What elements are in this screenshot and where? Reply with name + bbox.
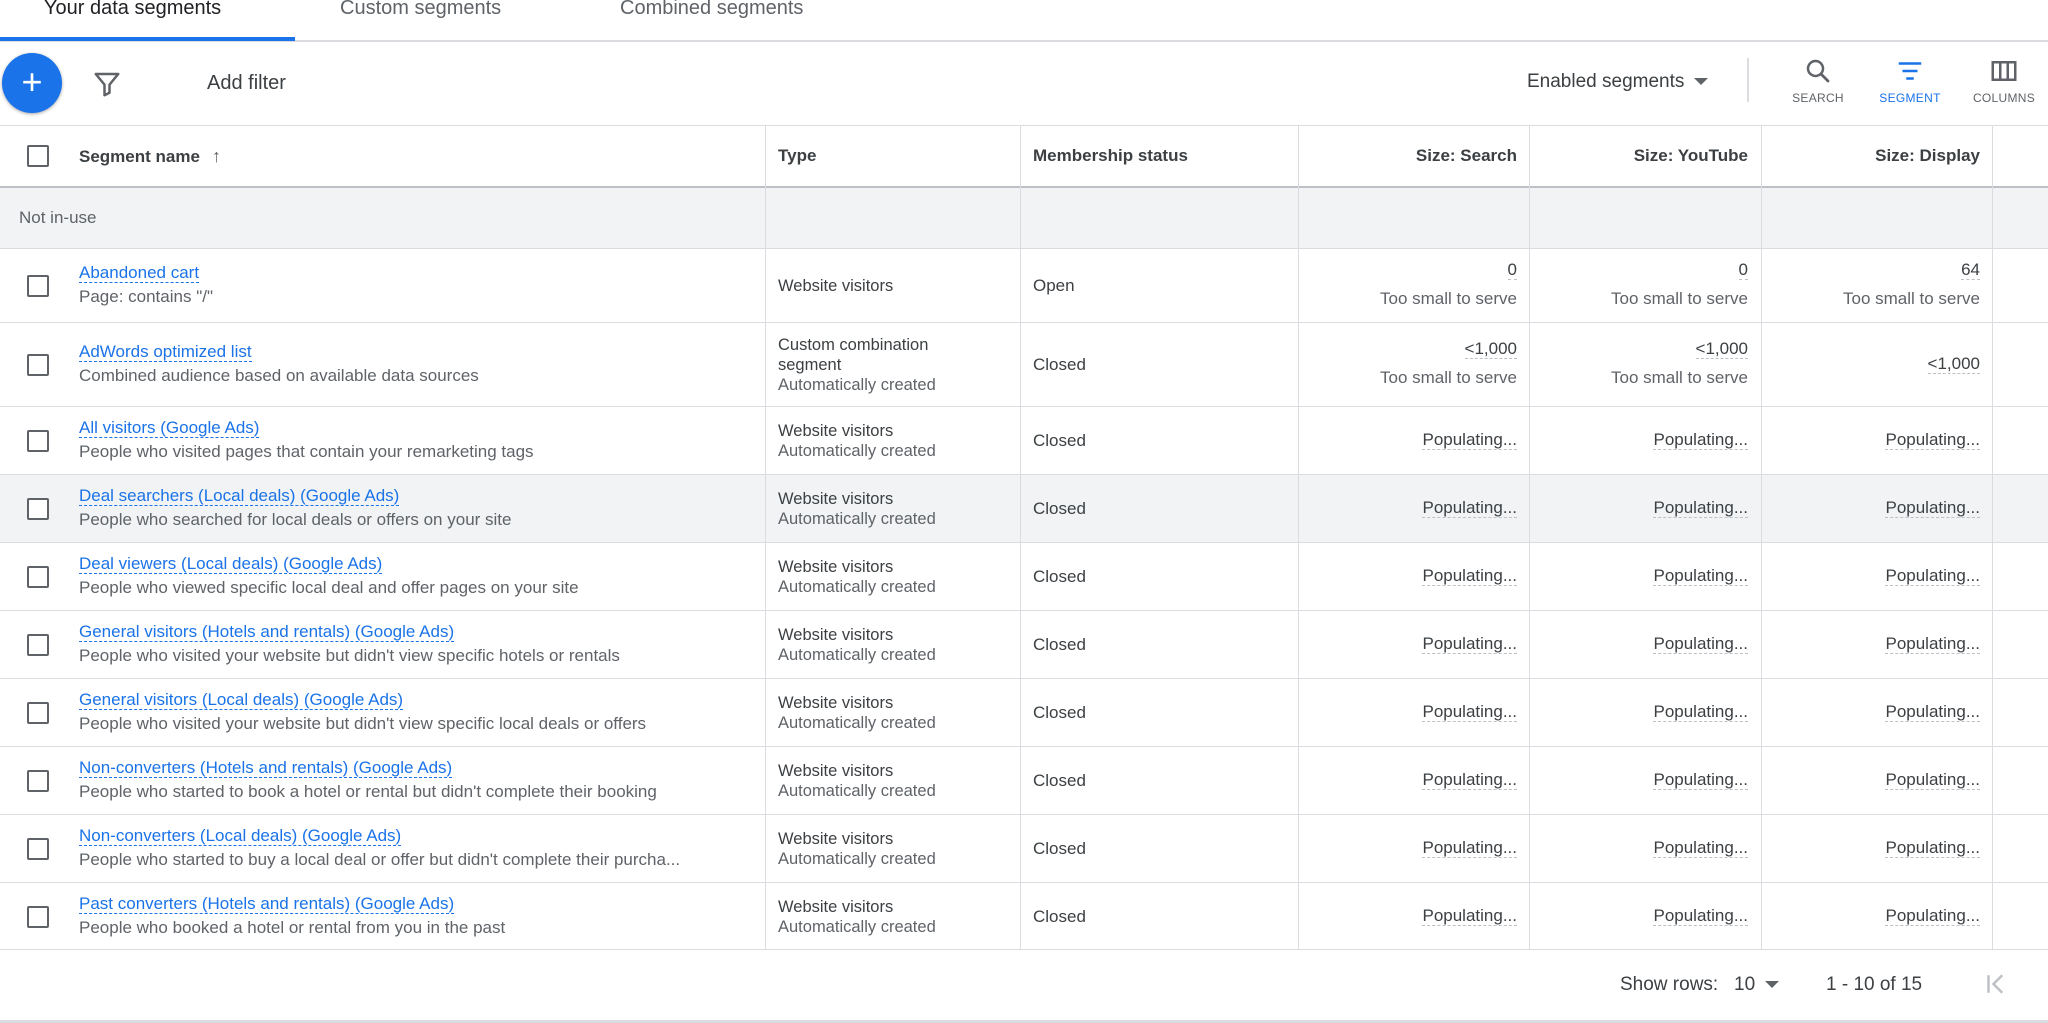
segment-type-cell bbox=[778, 557, 936, 597]
segment-name-link[interactable]: Past converters (Hotels and rentals) (Google Ads) bbox=[79, 893, 455, 913]
size-youtube-cell bbox=[1530, 498, 1748, 518]
size-youtube-cell bbox=[1530, 566, 1748, 586]
filter-icon[interactable] bbox=[92, 69, 122, 99]
toolbar bbox=[0, 42, 2048, 126]
tab-your-data-segments[interactable]: Your data segments bbox=[44, 0, 222, 19]
membership-status: Closed bbox=[1033, 499, 1086, 518]
size-youtube-cell bbox=[1530, 260, 1748, 309]
membership-status: Closed bbox=[1033, 567, 1086, 586]
segment-tabs bbox=[0, 0, 2048, 42]
size-search-value[interactable]: 0 bbox=[1507, 260, 1517, 279]
size-youtube-value[interactable]: Populating... bbox=[1653, 702, 1748, 721]
column-divider bbox=[1761, 126, 1762, 950]
membership-status: Closed bbox=[1033, 635, 1086, 654]
select-all-checkbox[interactable] bbox=[27, 145, 49, 167]
segment-description: People who searched for local deals or offers on your site bbox=[79, 510, 512, 529]
sort-ascending-icon: ↑ bbox=[211, 146, 221, 166]
size-youtube-cell bbox=[1530, 702, 1748, 722]
add-filter-button[interactable]: Add filter bbox=[207, 72, 286, 94]
size-search-value[interactable]: Populating... bbox=[1422, 702, 1517, 721]
table-row[interactable] bbox=[0, 407, 2048, 475]
size-search-cell bbox=[1300, 838, 1517, 858]
table-row[interactable] bbox=[0, 747, 2048, 815]
size-youtube-value[interactable]: Populating... bbox=[1653, 770, 1748, 789]
columns-button[interactable] bbox=[1964, 56, 2044, 116]
table-row[interactable] bbox=[0, 679, 2048, 747]
size-search-value[interactable]: Populating... bbox=[1422, 770, 1517, 789]
segment-button[interactable] bbox=[1870, 56, 1950, 116]
segment-type-cell bbox=[778, 693, 936, 733]
row-checkbox[interactable] bbox=[27, 770, 49, 792]
enabled-segments-dropdown[interactable] bbox=[1527, 71, 1708, 93]
membership-status: Closed bbox=[1033, 839, 1086, 858]
size-display-value[interactable]: Populating... bbox=[1885, 498, 1980, 517]
segment-type: Website visitors bbox=[778, 830, 894, 848]
rows-per-page-value: 10 bbox=[1734, 974, 1756, 995]
row-checkbox[interactable] bbox=[27, 498, 49, 520]
membership-status: Closed bbox=[1033, 906, 1086, 926]
row-checkbox[interactable] bbox=[27, 634, 49, 656]
size-display-cell bbox=[1762, 260, 1980, 309]
column-header-label: Segment name bbox=[79, 147, 200, 166]
segment-type: Website visitors bbox=[778, 277, 894, 295]
table-row[interactable] bbox=[0, 815, 2048, 883]
segment-type-sub: Automatically created bbox=[778, 917, 936, 936]
size-youtube-cell bbox=[1530, 430, 1748, 450]
segment-type-cell bbox=[778, 276, 893, 296]
size-display-cell bbox=[1762, 702, 1980, 722]
size-youtube-value[interactable]: Populating... bbox=[1653, 566, 1748, 585]
size-youtube-value[interactable]: <1,000 bbox=[1695, 339, 1748, 358]
membership-status: Closed bbox=[1033, 771, 1086, 790]
segment-type: Website visitors bbox=[778, 762, 894, 780]
pagination-range: 1 - 10 of 15 bbox=[1826, 974, 1923, 995]
segment-description: People who visited your website but didn't view specific local deals or offers bbox=[79, 714, 647, 733]
segment-description: Page: contains "/" bbox=[79, 287, 213, 306]
create-segment-button[interactable] bbox=[2, 53, 62, 113]
size-youtube-cell bbox=[1530, 634, 1748, 654]
segment-type-cell bbox=[778, 421, 936, 461]
table-header bbox=[0, 126, 2048, 188]
size-search-value[interactable]: Populating... bbox=[1422, 905, 1517, 925]
membership-status: Open bbox=[1033, 276, 1075, 295]
size-search-cell bbox=[1300, 702, 1517, 722]
segment-type-sub: Automatically created bbox=[778, 510, 936, 528]
segment-type: Custom combination segment bbox=[778, 336, 929, 374]
size-search-note: Too small to serve bbox=[1380, 368, 1517, 387]
enabled-segments-label: Enabled segments bbox=[1527, 71, 1685, 92]
segment-name-link[interactable]: General visitors (Local deals) (Google Ads) bbox=[79, 690, 404, 709]
active-tab-indicator bbox=[0, 37, 295, 41]
size-search-value[interactable]: Populating... bbox=[1422, 566, 1517, 585]
segment-description: Combined audience based on available data sources bbox=[79, 366, 479, 385]
row-checkbox[interactable] bbox=[27, 702, 49, 724]
column-header-membership-status[interactable]: Membership status bbox=[1033, 146, 1188, 165]
size-search-value[interactable]: Populating... bbox=[1422, 430, 1517, 449]
rows-per-page-dropdown[interactable] bbox=[1734, 974, 1779, 996]
size-display-cell bbox=[1762, 566, 1980, 586]
size-youtube-value[interactable]: Populating... bbox=[1653, 498, 1748, 517]
table-row[interactable] bbox=[0, 611, 2048, 679]
segment-name-link[interactable]: Deal viewers (Local deals) (Google Ads) bbox=[79, 554, 383, 573]
size-display-value[interactable]: Populating... bbox=[1885, 770, 1980, 789]
segment-type-cell bbox=[778, 625, 936, 665]
segment-name-link[interactable]: All visitors (Google Ads) bbox=[79, 418, 260, 437]
column-divider bbox=[765, 126, 766, 950]
segment-type: Website visitors bbox=[778, 897, 894, 916]
size-display-cell bbox=[1762, 430, 1980, 450]
segment-type-sub: Automatically created bbox=[778, 442, 936, 460]
size-youtube-value[interactable]: 0 bbox=[1738, 260, 1748, 279]
segment-type-cell bbox=[778, 761, 936, 801]
row-checkbox[interactable] bbox=[27, 566, 49, 588]
size-search-value[interactable]: <1,000 bbox=[1464, 339, 1517, 358]
group-row-not-in-use bbox=[0, 188, 2048, 249]
segment-type-cell bbox=[778, 335, 958, 395]
group-label: Not in-use bbox=[19, 208, 97, 227]
size-search-value[interactable]: Populating... bbox=[1422, 838, 1517, 857]
segment-type-cell bbox=[778, 489, 936, 529]
plus-icon: + bbox=[21, 61, 43, 102]
columns-icon bbox=[1989, 56, 2019, 86]
size-search-value[interactable]: Populating... bbox=[1422, 634, 1517, 653]
segment-type: Website visitors bbox=[778, 558, 894, 576]
search-icon bbox=[1803, 56, 1833, 86]
size-display-note: Too small to serve bbox=[1843, 289, 1980, 308]
size-search-note: Too small to serve bbox=[1380, 289, 1517, 308]
column-divider bbox=[1992, 126, 1993, 950]
size-display-cell bbox=[1762, 354, 1980, 374]
size-youtube-note: Too small to serve bbox=[1611, 289, 1748, 308]
size-youtube-note: Too small to serve bbox=[1611, 368, 1748, 387]
row-checkbox[interactable] bbox=[27, 906, 49, 928]
segment-type-sub: Automatically created bbox=[778, 782, 936, 800]
table-row[interactable] bbox=[0, 249, 2048, 323]
dropdown-caret-icon bbox=[1765, 981, 1779, 988]
size-youtube-value[interactable]: Populating... bbox=[1653, 634, 1748, 653]
table-row[interactable] bbox=[0, 475, 2048, 543]
segment-type-sub: Automatically created bbox=[778, 646, 936, 664]
membership-status: Closed bbox=[1033, 703, 1086, 722]
segment-button-label: SEGMENT bbox=[1879, 91, 1941, 105]
segment-type-cell bbox=[778, 897, 936, 937]
membership-status: Closed bbox=[1033, 355, 1086, 374]
size-youtube-value[interactable]: Populating... bbox=[1653, 905, 1748, 925]
row-checkbox[interactable] bbox=[27, 838, 49, 860]
tab-combined-segments[interactable]: Combined segments bbox=[620, 0, 804, 19]
size-display-value[interactable]: Populating... bbox=[1885, 702, 1980, 721]
segment-type-cell bbox=[778, 829, 936, 869]
column-header-type[interactable]: Type bbox=[778, 146, 817, 165]
column-header-size-youtube[interactable]: Size: YouTube bbox=[1633, 146, 1748, 165]
size-display-value[interactable]: Populating... bbox=[1885, 430, 1980, 449]
size-display-cell bbox=[1762, 770, 1980, 790]
size-search-cell bbox=[1300, 566, 1517, 586]
size-youtube-value[interactable]: Populating... bbox=[1653, 838, 1748, 857]
column-header-size-search[interactable]: Size: Search bbox=[1415, 146, 1517, 165]
row-checkbox[interactable] bbox=[27, 430, 49, 452]
size-display-cell bbox=[1762, 498, 1980, 518]
size-search-cell bbox=[1300, 339, 1517, 388]
table-row[interactable] bbox=[0, 543, 2048, 611]
size-display-cell bbox=[1762, 906, 1980, 926]
pagination-footer bbox=[0, 949, 2048, 1023]
size-display-value[interactable]: Populating... bbox=[1885, 634, 1980, 653]
segment-description: People who booked a hotel or rental from you in the past bbox=[79, 917, 506, 937]
size-youtube-cell bbox=[1530, 906, 1748, 926]
segment-description: People who visited pages that contain your remarketing tags bbox=[79, 442, 534, 461]
segment-type: Website visitors bbox=[778, 626, 894, 644]
segment-name-link[interactable]: Deal searchers (Local deals) (Google Ads) bbox=[79, 486, 400, 505]
size-search-cell bbox=[1300, 906, 1517, 926]
size-display-value[interactable]: Populating... bbox=[1885, 905, 1980, 925]
size-search-cell bbox=[1300, 430, 1517, 450]
tab-custom-segments[interactable]: Custom segments bbox=[340, 0, 502, 19]
segment-description: People who started to book a hotel or rental but didn't complete their booking bbox=[79, 782, 657, 801]
size-display-value[interactable]: 64 bbox=[1961, 260, 1980, 279]
segment-type-sub: Automatically created bbox=[778, 376, 936, 394]
segment-type: Website visitors bbox=[778, 694, 894, 712]
table-row[interactable] bbox=[0, 883, 2048, 950]
segment-description: People who viewed specific local deal and offer pages on your site bbox=[79, 578, 579, 597]
show-rows-label: Show rows: bbox=[1620, 974, 1719, 995]
size-display-value[interactable]: Populating... bbox=[1885, 838, 1980, 857]
size-search-cell bbox=[1300, 498, 1517, 518]
column-header-size-display[interactable]: Size: Display bbox=[1875, 146, 1980, 165]
size-search-cell bbox=[1300, 260, 1517, 309]
segment-name-link[interactable]: Non-converters (Hotels and rentals) (Google Ads) bbox=[79, 758, 453, 777]
segment-name-link[interactable]: Abandoned cart bbox=[79, 263, 200, 282]
size-youtube-value[interactable]: Populating... bbox=[1653, 430, 1748, 449]
size-search-cell bbox=[1300, 770, 1517, 790]
row-checkbox[interactable] bbox=[27, 275, 49, 297]
column-divider bbox=[1020, 126, 1021, 950]
column-header-segment-name[interactable] bbox=[79, 126, 221, 186]
first-page-icon[interactable] bbox=[1981, 969, 2011, 999]
size-search-cell bbox=[1300, 634, 1517, 654]
size-display-value[interactable]: Populating... bbox=[1885, 566, 1980, 585]
segment-name-link[interactable]: General visitors (Hotels and rentals) (Google Ads) bbox=[79, 622, 455, 641]
size-youtube-cell bbox=[1530, 838, 1748, 858]
table-row[interactable] bbox=[0, 323, 2048, 407]
segment-type-sub: Automatically created bbox=[778, 714, 936, 732]
segment-type: Website visitors bbox=[778, 422, 894, 440]
size-youtube-cell bbox=[1530, 770, 1748, 790]
size-display-cell bbox=[1762, 634, 1980, 654]
search-button[interactable] bbox=[1778, 56, 1858, 116]
segment-type-sub: Automatically created bbox=[778, 850, 936, 868]
dropdown-caret-icon bbox=[1694, 78, 1708, 85]
segment-name-link[interactable]: AdWords optimized list bbox=[79, 342, 252, 361]
column-divider bbox=[1529, 126, 1530, 950]
toolbar-divider bbox=[1747, 58, 1749, 102]
membership-status: Closed bbox=[1033, 431, 1086, 450]
columns-button-label: COLUMNS bbox=[1972, 91, 2036, 105]
size-display-value[interactable]: <1,000 bbox=[1927, 354, 1980, 373]
segment-icon bbox=[1895, 56, 1925, 86]
segment-description: People who visited your website but didn't view specific hotels or rentals bbox=[79, 646, 620, 665]
segment-description: People who started to buy a local deal or offer but didn't complete their purcha... bbox=[79, 850, 681, 869]
segment-type: Website visitors bbox=[778, 490, 894, 508]
column-divider bbox=[1298, 126, 1299, 950]
segment-type-sub: Automatically created bbox=[778, 578, 936, 596]
search-button-label: SEARCH bbox=[1792, 91, 1844, 105]
row-checkbox[interactable] bbox=[27, 354, 49, 376]
size-search-value[interactable]: Populating... bbox=[1422, 498, 1517, 517]
segment-name-link[interactable]: Non-converters (Local deals) (Google Ads) bbox=[79, 826, 402, 845]
size-display-cell bbox=[1762, 838, 1980, 858]
size-youtube-cell bbox=[1530, 339, 1748, 388]
